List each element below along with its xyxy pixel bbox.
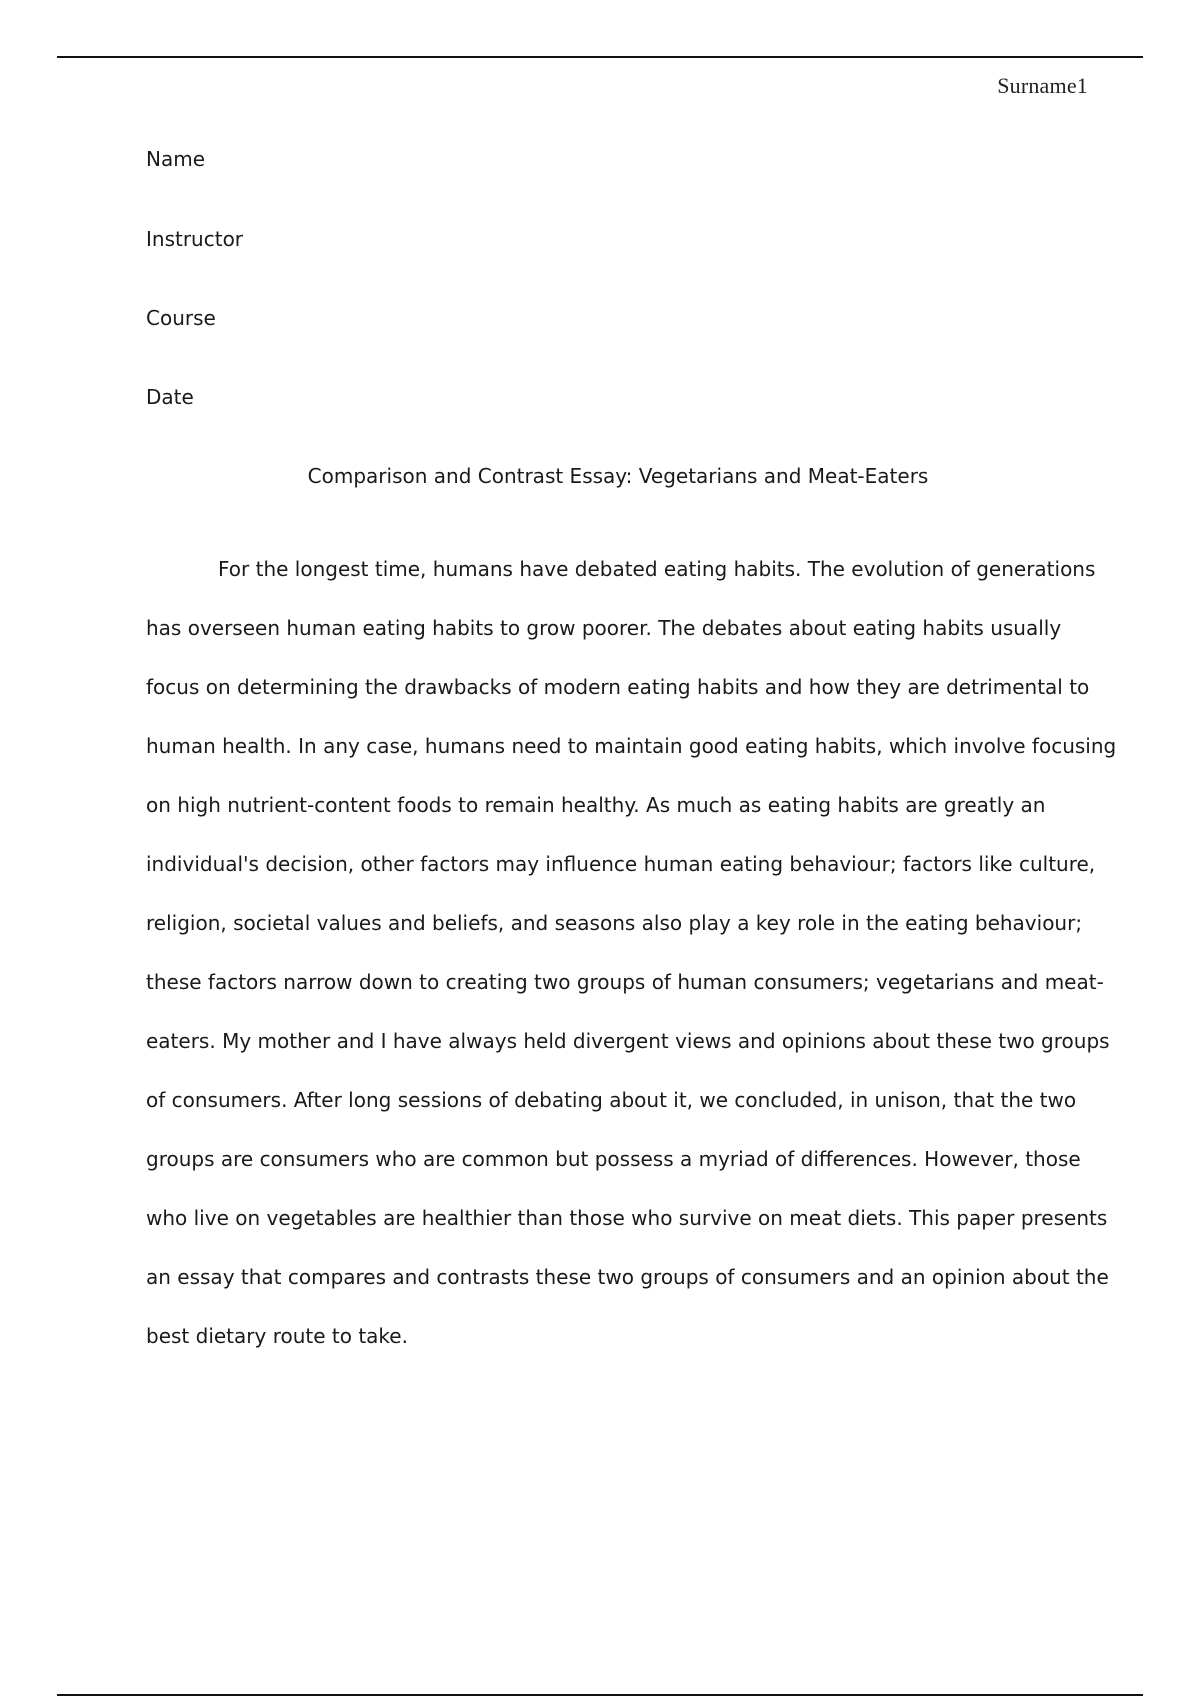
student-name: Name [146, 147, 206, 171]
paragraph-line: has overseen human eating habits to grow poorer. The debates about eating habits usually [146, 616, 1062, 640]
course-name: Course [146, 306, 216, 330]
paragraph-line: For the longest time, humans have debated eating habits. The evolution of generations [218, 557, 1096, 581]
paragraph-line: human health. In any case, humans need to maintain good eating habits, which involve focusing [146, 734, 1117, 758]
instructor-name: Instructor [146, 227, 244, 251]
paragraph-line: groups are consumers who are common but possess a myriad of differences. However, those [146, 1147, 1081, 1171]
essay-title: Comparison and Contrast Essay: Vegetarians and Meat-Eaters [307, 464, 929, 488]
top-rule [57, 56, 1143, 58]
essay-paragraph [146, 540, 1117, 1366]
bottom-rule [57, 1694, 1143, 1696]
paragraph-line: of consumers. After long sessions of debating about it, we concluded, in unison, that the two [146, 1088, 1077, 1112]
paragraph-line: individual's decision, other factors may influence human eating behaviour; factors like culture, [146, 852, 1096, 876]
paragraph-line: an essay that compares and contrasts these two groups of consumers and an opinion about the [146, 1265, 1109, 1289]
paragraph-line: eaters. My mother and I have always held divergent views and opinions about these two groups [146, 1029, 1110, 1053]
paragraph-line: religion, societal values and beliefs, and seasons also play a key role in the eating behaviour; [146, 911, 1083, 935]
paragraph-line: best dietary route to take. [146, 1324, 408, 1348]
date: Date [146, 385, 194, 409]
paragraph-line: on high nutrient-content foods to remain healthy. As much as eating habits are greatly an [146, 793, 1046, 817]
paragraph-line: focus on determining the drawbacks of modern eating habits and how they are detrimental to [146, 675, 1090, 699]
paragraph-line: these factors narrow down to creating two groups of human consumers; vegetarians and meat- [146, 970, 1104, 994]
running-head: Surname1 [997, 73, 1088, 98]
paragraph-line: who live on vegetables are healthier than those who survive on meat diets. This paper presents [146, 1206, 1108, 1230]
